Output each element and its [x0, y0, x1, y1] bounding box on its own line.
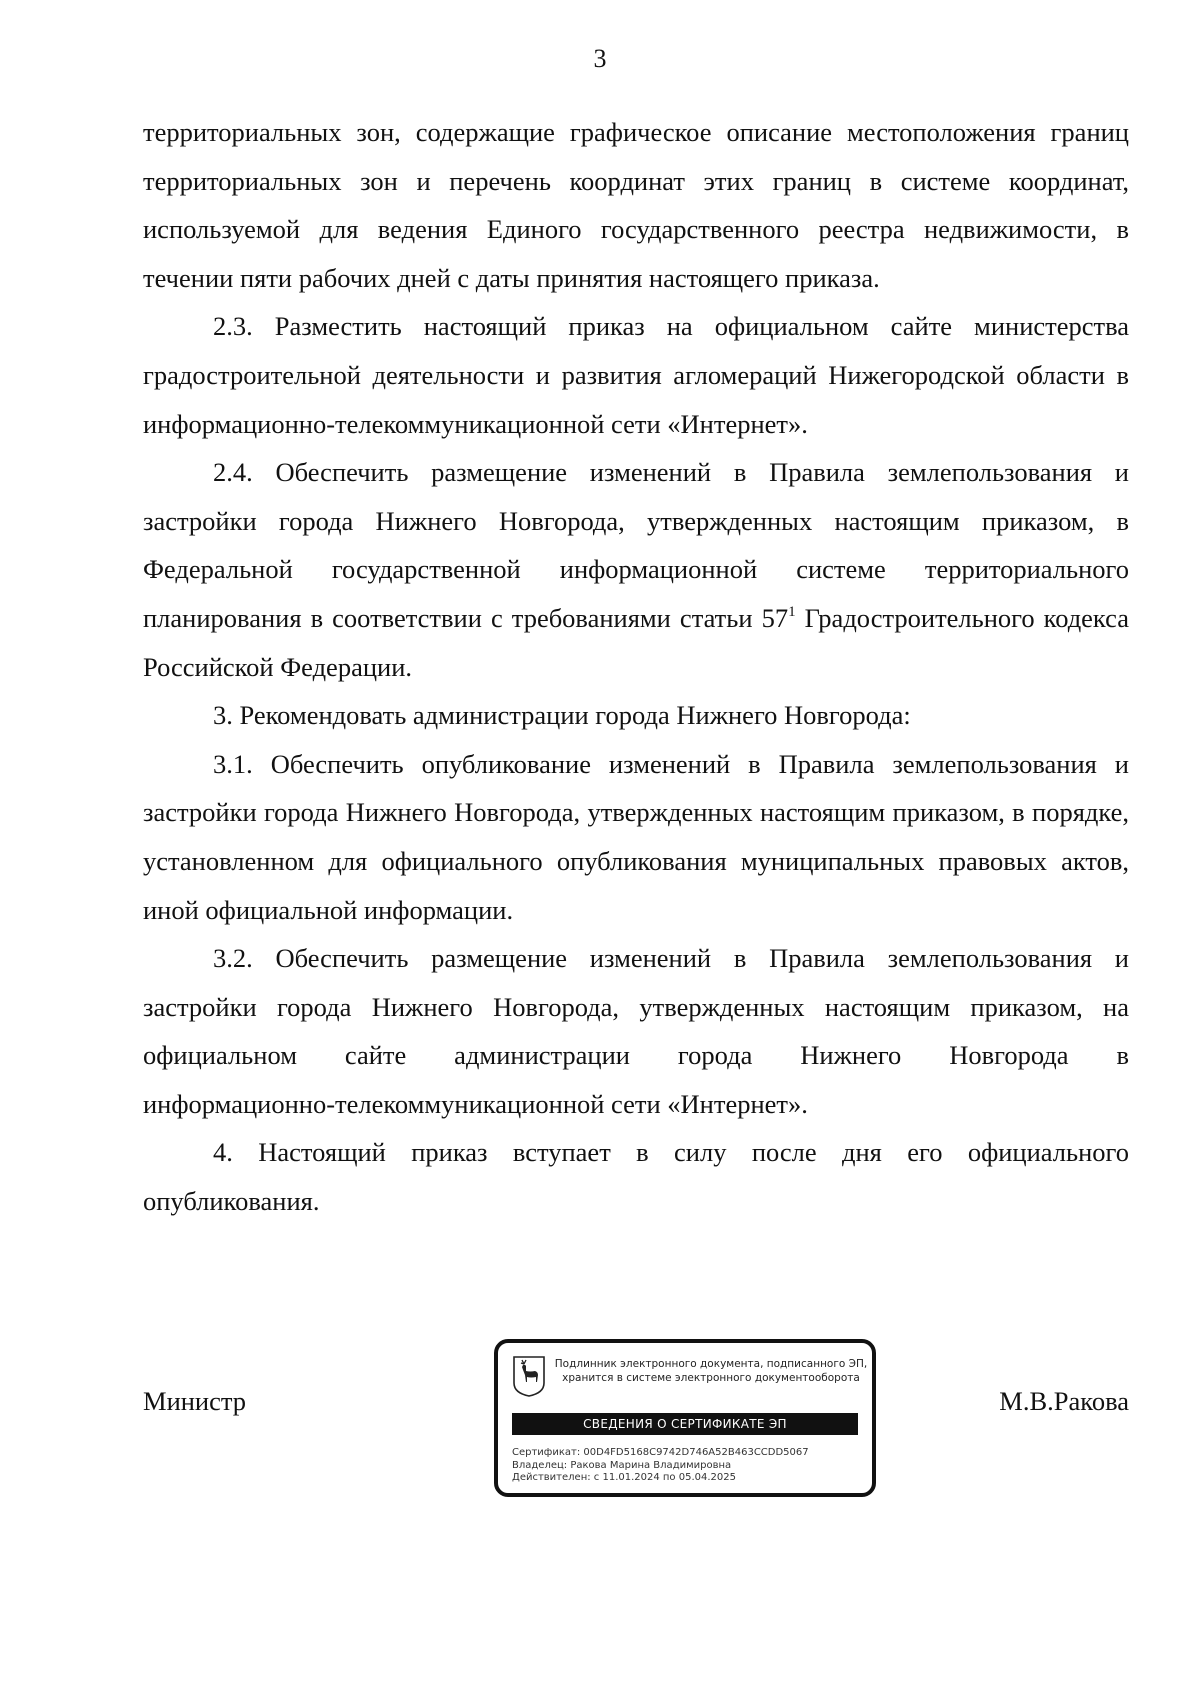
paragraph-2-4-tail: Градостроительного кодекса Российской Федерации. [143, 602, 1129, 682]
paragraph-3-2-tail: информационно-телекоммуникационной сети «Интернет». [143, 1088, 808, 1119]
paragraph-2-4-text: 2.4. Обеспечить размещение изменений в Правила землепользования и застройки города Нижнего Новгорода, утвержденных настоящим приказом, в Федеральной государственной информационной системе территориального планирования в соответствии с требованиями статьи 57 [143, 457, 1129, 633]
deer-emblem-icon [512, 1355, 546, 1397]
document-body [143, 108, 1129, 1226]
paragraph-2-2-continuation: территориальных зон, содержащие графическое описание местоположения границ территориальных зон и перечень координат этих границ в системе координат, используемой для ведения Единого государственного реестра недвижимости, в течении пяти рабочих дней с даты принятия настоящего приказа. [143, 117, 1129, 293]
stamp-header-line2: хранится в системе электронного документооборота [562, 1372, 860, 1384]
paragraph-3-2: 3.2. Обеспечить размещение изменений в Правила землепользования и застройки города Нижнего Новгорода, утвержденных настоящим приказом, на официальном сайте администрации города Нижнего Новгорода в [143, 943, 1129, 1071]
article-superscript: 1 [788, 603, 796, 620]
stamp-details [512, 1447, 862, 1485]
page-number: 3 [593, 44, 607, 73]
paragraph-4: 4. Настоящий приказ вступает в силу после дня его официального опубликования. [143, 1137, 1129, 1217]
paragraph-3: 3. Рекомендовать администрации города Нижнего Новгорода: [213, 700, 911, 731]
stamp-header-line1: Подлинник электронного документа, подписанного ЭП, [554, 1358, 868, 1370]
stamp-header [550, 1357, 872, 1385]
electronic-signature-stamp [494, 1339, 876, 1497]
stamp-certificate: Сертификат: 00D4FD5168C9742D746A52B463CCDD5067 [512, 1447, 809, 1458]
signer-title: Министр [143, 1386, 247, 1416]
paragraph-2-4 [143, 448, 1129, 691]
stamp-validity: Действителен: с 11.01.2024 по 05.04.2025 [512, 1472, 736, 1483]
stamp-owner: Владелец: Ракова Марина Владимировна [512, 1459, 732, 1471]
paragraph-2-3: 2.3. Разместить настоящий приказ на официальном сайте министерства градостроительной деятельности и развития агломераций Нижегородской области в информационно-телекоммуникационной сети «Интернет». [143, 311, 1129, 439]
paragraph-3-1: 3.1. Обеспечить опубликование изменений в Правила землепользования и застройки города Нижнего Новгорода, утвержденных настоящим приказом, в порядке, установленном для официального опубликования муниципальных правовых актов, иной официальной информации. [143, 748, 1129, 925]
stamp-banner: СВЕДЕНИЯ О СЕРТИФИКАТЕ ЭП [512, 1413, 858, 1435]
signer-name: М.В.Ракова [999, 1386, 1129, 1416]
